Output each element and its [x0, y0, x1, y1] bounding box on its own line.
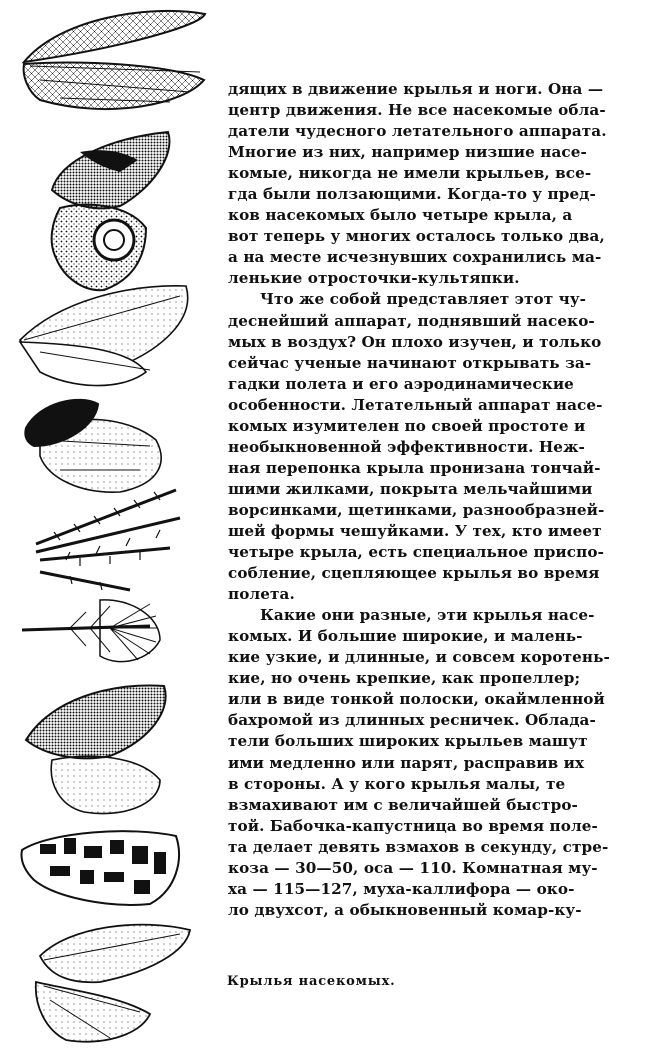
text-line: или в виде тонкой полоски, окаймленной: [228, 690, 605, 709]
text-line: Многие из них, например низшие насе-: [228, 143, 587, 162]
text-line: ная перепонка крыла пронизана тончай-: [228, 458, 601, 477]
text-line: сейчас ученые начинают открывать за-: [228, 353, 592, 372]
insect-wings-illustration: [0, 0, 215, 1052]
text-line: бахромой из длинных ресничек. Облада-: [228, 711, 596, 730]
text-line: ха — 115—127, муха-каллифора — око-: [228, 879, 575, 898]
spotted-butterfly-wing-image: [22, 831, 179, 905]
text-line: ворсинками, щетинками, разнообразней-: [228, 500, 605, 519]
text-line: а на месте исчезнувших сохранились ма-: [228, 248, 602, 267]
feather-wing-image: [22, 600, 160, 662]
figure-caption: Крылья насекомых.: [227, 974, 396, 989]
text-line: гадки полета и его аэродинамические: [228, 374, 574, 393]
text-line: взмахивают им с величайшей быстро-: [228, 795, 578, 814]
text-line: ленькие отросточки-культяпки.: [228, 269, 520, 288]
text-line: ло двухсот, а обыкновенный комар-ку-: [228, 900, 582, 919]
text-line: мых в воздух? Он плохо изучен, и только: [228, 332, 602, 351]
text-line: полета.: [228, 585, 295, 604]
text-line: в стороны. А у кого крылья малы, те: [228, 774, 566, 793]
text-line: ков насекомых было четыре крыла, а: [228, 206, 573, 225]
text-line: комые, никогда не имели крыльев, все-: [228, 164, 592, 183]
text-line: особенности. Летательный аппарат насе-: [228, 395, 603, 414]
lacewing-wing-image: [20, 286, 188, 386]
text-line: дящих в движение крылья и ноги. Она —: [228, 80, 604, 98]
text-line: Какие они разные, эти крылья насе-: [260, 606, 595, 625]
text-line: вот теперь у многих осталось только два,: [228, 227, 605, 246]
text-line: тели больших широких крыльев машут: [228, 732, 588, 751]
caddisfly-wing-image: [26, 685, 166, 813]
cicada-wing-image: [36, 925, 190, 1042]
text-line: центр движения. Не все насекомые обла-: [228, 101, 606, 120]
text-line: комых. И большие широкие, и малень-: [228, 627, 583, 646]
text-line: четыре крыла, есть специальное приспо-: [228, 543, 604, 562]
text-line: той. Бабочка-капустница во время поле-: [228, 816, 598, 835]
text-line: коза — 30—50, оса — 110. Комнатная му-: [228, 858, 598, 877]
text-line: кие узкие, и длинные, и совсем коротень-: [228, 648, 610, 667]
beetle-wing-image: [25, 400, 161, 492]
text-line: датели чудесного летательного аппарата.: [228, 122, 607, 141]
peacock-butterfly-wing-image: [52, 132, 170, 290]
body-text: [228, 79, 656, 921]
text-line: деснейший аппарат, поднявший насеко-: [228, 311, 595, 330]
dragonfly-wing-image: [24, 11, 205, 109]
text-line: Что же собой представляет этот чу-: [260, 290, 587, 309]
text-line: та делает девять взмахов в секунду, стре-: [228, 837, 609, 856]
text-line: кие, но очень крепкие, как пропеллер;: [228, 669, 581, 688]
text-line: комых изумителен по своей простоте и: [228, 416, 586, 435]
text-line: гда были ползающими. Когда-то у пред-: [228, 185, 596, 204]
text-line: ими медленно или парят, расправив их: [228, 753, 585, 772]
text-line: шими жилками, покрыта мельчайшими: [228, 479, 593, 498]
plume-moth-wing-image: [36, 490, 180, 590]
text-line: собление, сцепляющее крылья во время: [228, 564, 600, 583]
text-line: необыкновенной эффективности. Неж-: [228, 437, 585, 456]
text-line: шей формы чешуйками. У тех, кто имеет: [228, 521, 602, 540]
